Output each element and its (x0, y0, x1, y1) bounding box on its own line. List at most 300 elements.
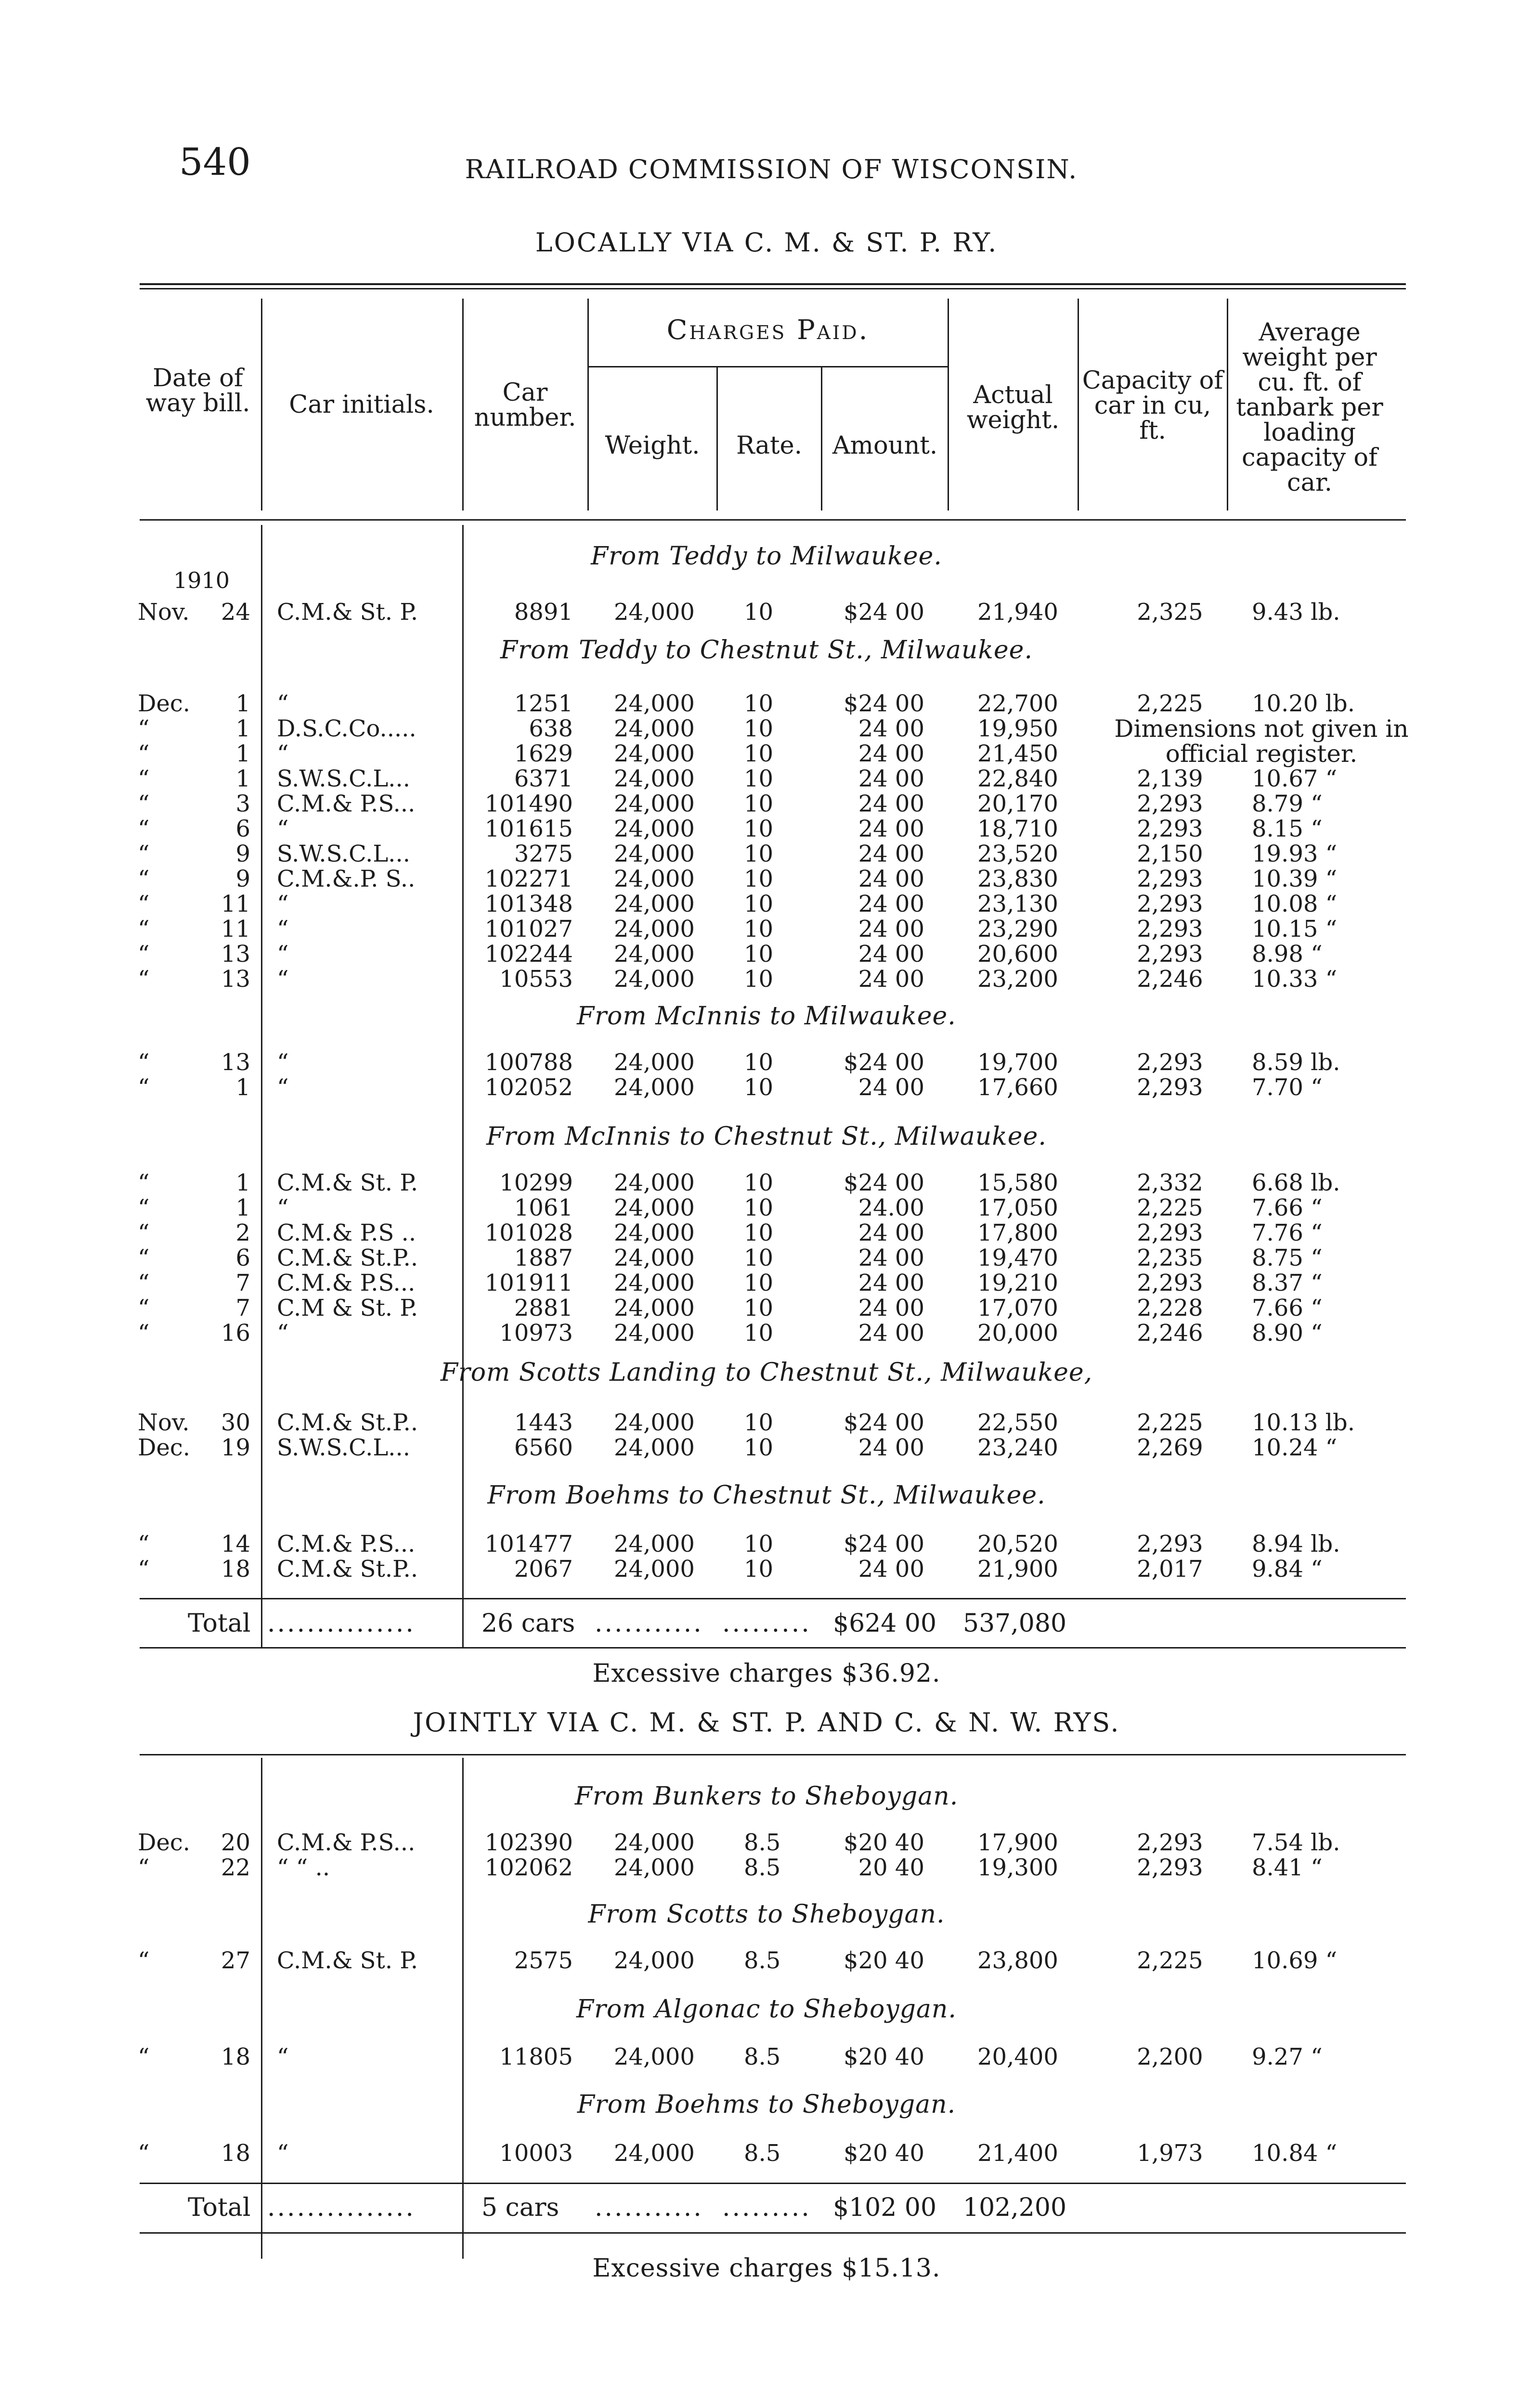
table-row (0, 1050, 1533, 1075)
cell-capacity: 2,017 (1137, 1556, 1203, 1583)
cell-date-day: 18 (221, 1556, 250, 1583)
total1-top-rule (140, 1598, 1406, 1599)
cell-weight: 24,000 (614, 1194, 695, 1221)
route-subhead: From Boehms to Sheboygan. (577, 2090, 956, 2119)
cell-average-weight: 9.43 lb. (1252, 599, 1340, 626)
cell-actual-weight: 23,830 (977, 865, 1058, 892)
cell-car-initials: S.W.S.C.L... (277, 1434, 410, 1461)
cell-rate: 10 (744, 1269, 774, 1296)
cell-date-month: “ (138, 1244, 150, 1271)
cell-average-weight: 8.41 “ (1252, 1854, 1323, 1881)
cell-weight: 24,000 (614, 740, 695, 767)
cell-date-month: “ (138, 740, 150, 767)
cell-date-month: “ (138, 1219, 150, 1246)
route-subhead: From Scotts Landing to Chestnut St., Milwaukee, (440, 1358, 1093, 1387)
cell-capacity: 2,293 (1137, 1269, 1203, 1296)
cell-amount: 24 00 (858, 1244, 924, 1271)
header-bottom-rule (140, 519, 1406, 521)
section2-excess: Excessive charges $15.13. (592, 2254, 941, 2283)
cell-car-number: 8891 (514, 599, 573, 626)
cell-capacity: 2,293 (1137, 1049, 1203, 1076)
cell-car-number: 2067 (514, 1556, 573, 1583)
total2-top-rule (140, 2183, 1406, 2184)
cell-date-month: “ (138, 2043, 150, 2070)
section1-title: LOCALLY VIA C. M. & ST. P. RY. (535, 227, 998, 258)
cell-actual-weight: 22,550 (977, 1409, 1058, 1436)
cell-car-number: 102244 (484, 941, 573, 968)
cell-average-weight: 9.84 “ (1252, 1556, 1323, 1583)
cell-capacity: 2,293 (1137, 1531, 1203, 1557)
year: 1910 (173, 567, 230, 593)
cell-actual-weight: 19,210 (977, 1269, 1058, 1296)
cell-average-weight: 10.84 “ (1252, 2140, 1338, 2167)
cell-car-initials: “ (277, 690, 289, 717)
cell-date-day: 1 (235, 715, 250, 742)
cell-date-day: 7 (235, 1295, 250, 1322)
cell-amount: $24 00 (844, 599, 924, 626)
cell-car-initials: “ (277, 740, 289, 767)
cell-amount: 24 00 (858, 715, 924, 742)
cell-car-number: 101027 (484, 916, 573, 942)
table-row (0, 1948, 1533, 1973)
cell-average-weight: 7.66 “ (1252, 1295, 1323, 1322)
cell-weight: 24,000 (614, 941, 695, 968)
cell-amount: $20 40 (844, 2043, 924, 2070)
cell-actual-weight: 23,800 (977, 1947, 1058, 1974)
cell-weight: 24,000 (614, 765, 695, 792)
total2-label: Total (188, 2193, 251, 2222)
cell-date-month: “ (138, 815, 150, 842)
cell-date-month: “ (138, 1049, 150, 1076)
total2-actual: 102,200 (963, 2193, 1067, 2222)
table-row (0, 1075, 1533, 1100)
cell-amount: $20 40 (844, 1947, 924, 1974)
table-row (0, 816, 1533, 841)
route-subhead: From Bunkers to Sheboygan. (574, 1782, 959, 1811)
cell-weight: 24,000 (614, 1556, 695, 1583)
cell-capacity: 2,293 (1137, 890, 1203, 917)
cell-actual-weight: 19,300 (977, 1854, 1058, 1881)
cell-car-number: 638 (529, 715, 573, 742)
cell-weight: 24,000 (614, 1219, 695, 1246)
cell-car-number: 101477 (484, 1531, 573, 1557)
cell-car-initials: C.M.& St. P. (277, 1947, 418, 1974)
route-subhead: From Teddy to Chestnut St., Milwaukee. (500, 636, 1033, 665)
cell-average-weight: 10.13 lb. (1252, 1409, 1355, 1436)
total1-actual: 537,080 (963, 1609, 1067, 1638)
cell-amount: $20 40 (844, 1829, 924, 1856)
cell-car-initials: C.M.& St.P.. (277, 1409, 418, 1436)
cell-amount: $24 00 (844, 1409, 924, 1436)
table-row (0, 716, 1533, 741)
cell-amount: $20 40 (844, 2140, 924, 2167)
route-subhead: From Boehms to Chestnut St., Milwaukee. (487, 1481, 1046, 1510)
cell-date-day: 2 (235, 1219, 250, 1246)
cell-date-month: “ (138, 1295, 150, 1322)
hdr-actual-weight: Actual weight. (966, 381, 1060, 434)
cell-actual-weight: 21,940 (977, 599, 1058, 626)
cell-date-month: Dec. (138, 690, 191, 717)
cell-rate: 10 (744, 715, 774, 742)
cell-average-weight: 8.37 “ (1252, 1269, 1323, 1296)
cell-weight: 24,000 (614, 2043, 695, 2070)
cell-amount: 20 40 (858, 1854, 924, 1881)
cell-car-initials: C.M.& St. P. (277, 599, 418, 626)
cell-car-initials: C.M.& St.P.. (277, 1556, 418, 1583)
cell-car-initials: C.M.& St. P. (277, 1169, 418, 1196)
cell-average-weight: 7.70 “ (1252, 1074, 1323, 1101)
cell-actual-weight: 20,170 (977, 790, 1058, 817)
cell-date-day: 1 (235, 690, 250, 717)
cell-capacity: 2,293 (1137, 815, 1203, 842)
cell-car-number: 101911 (484, 1269, 573, 1296)
cell-date-month: “ (138, 1531, 150, 1557)
cell-car-number: 1251 (514, 690, 573, 717)
cell-average-weight: 7.54 lb. (1252, 1829, 1340, 1856)
cell-date-day: 11 (221, 890, 250, 917)
cell-weight: 24,000 (614, 715, 695, 742)
cell-weight: 24,000 (614, 865, 695, 892)
cell-weight: 24,000 (614, 966, 695, 993)
cell-average-weight: 10.69 “ (1252, 1947, 1338, 1974)
table-row (0, 2044, 1533, 2069)
cell-date-month: Dec. (138, 1829, 191, 1856)
cell-date-day: 1 (235, 1194, 250, 1221)
cell-amount: $24 00 (844, 690, 924, 717)
total1-cars: 26 cars (481, 1609, 575, 1638)
table-row (0, 1220, 1533, 1245)
cell-date-month: “ (138, 1320, 150, 1347)
cell-capacity: 2,332 (1137, 1169, 1203, 1196)
cell-actual-weight: 20,000 (977, 1320, 1058, 1347)
total2-cars: 5 cars (481, 2193, 559, 2222)
table-row (0, 791, 1533, 816)
section1-total-row (0, 1611, 1533, 1636)
cell-actual-weight: 20,400 (977, 2043, 1058, 2070)
hdr-charges-paid: Charges Paid. (666, 314, 870, 346)
cell-car-number: 2881 (514, 1295, 573, 1322)
cell-date-day: 30 (221, 1409, 250, 1436)
cell-date-day: 9 (235, 865, 250, 892)
cell-rate: 10 (744, 1409, 774, 1436)
cell-weight: 24,000 (614, 815, 695, 842)
hdr-weight: Weight. (605, 432, 700, 460)
cell-rate: 10 (744, 1320, 774, 1347)
cell-car-initials: “ “ .. (277, 1854, 330, 1881)
cell-date-month: Dec. (138, 1434, 191, 1461)
cell-car-number: 101615 (484, 815, 573, 842)
hdr-date: Date of way bill. (145, 364, 250, 418)
cell-car-initials: “ (277, 815, 289, 842)
cell-actual-weight: 17,900 (977, 1829, 1058, 1856)
cell-average-weight: 9.27 “ (1252, 2043, 1323, 2070)
running-head: RAILROAD COMMISSION OF WISCONSIN. (465, 154, 1078, 184)
cell-weight: 24,000 (614, 1409, 695, 1436)
route-subhead: From Teddy to Milwaukee. (591, 542, 942, 571)
cell-car-number: 11805 (499, 2043, 573, 2070)
hdr-rate: Rate. (736, 432, 802, 460)
cell-car-number: 101028 (484, 1219, 573, 1246)
cell-average-weight: 8.79 “ (1252, 790, 1323, 817)
cell-date-month: “ (138, 1854, 150, 1881)
cell-average-weight: 10.08 “ (1252, 890, 1338, 917)
hdr-car-initials: Car initials. (289, 391, 434, 419)
cell-capacity: 2,228 (1137, 1295, 1203, 1322)
table-row (0, 1531, 1533, 1557)
cell-date-month: “ (138, 865, 150, 892)
cell-date-month: Nov. (138, 1409, 190, 1436)
table-row (0, 866, 1533, 891)
cell-car-number: 1443 (514, 1409, 573, 1436)
cell-capacity: 2,293 (1137, 865, 1203, 892)
total1-dots-3: ......... (722, 1609, 811, 1638)
cell-actual-weight: 17,070 (977, 1295, 1058, 1322)
cell-weight: 24,000 (614, 1269, 695, 1296)
cell-car-number: 102390 (484, 1829, 573, 1856)
cell-average-weight: 8.98 “ (1252, 941, 1323, 968)
total1-dots-2: ........... (595, 1609, 703, 1638)
cell-actual-weight: 20,600 (977, 941, 1058, 968)
cell-car-number: 100788 (484, 1049, 573, 1076)
cell-actual-weight: 21,900 (977, 1556, 1058, 1583)
cell-actual-weight: 15,580 (977, 1169, 1058, 1196)
cell-date-month: Nov. (138, 599, 190, 626)
cell-date-day: 13 (221, 966, 250, 993)
cell-date-day: 1 (235, 1074, 250, 1101)
cell-rate: 10 (744, 840, 774, 867)
cell-date-month: “ (138, 890, 150, 917)
table-row (0, 967, 1533, 992)
cell-car-number: 10553 (499, 966, 573, 993)
cell-car-number: 101348 (484, 890, 573, 917)
cell-actual-weight: 20,520 (977, 1531, 1058, 1557)
cell-date-month: “ (138, 715, 150, 742)
cell-amount: 24 00 (858, 916, 924, 942)
cell-date-month: “ (138, 790, 150, 817)
table-row (0, 1195, 1533, 1220)
table-row (0, 841, 1533, 866)
table-row (0, 1410, 1533, 1435)
cell-capacity: 2,269 (1137, 1434, 1203, 1461)
cell-capacity: 2,150 (1137, 840, 1203, 867)
cell-capacity: 2,200 (1137, 2043, 1203, 2070)
section2-title: JOINTLY VIA C. M. & ST. P. AND C. & N. W. RYS. (413, 1707, 1120, 1738)
cell-car-initials: C.M.& St.P.. (277, 1244, 418, 1271)
table-row (0, 1830, 1533, 1855)
cell-car-initials: C.M.& P.S .. (277, 1219, 416, 1246)
cell-actual-weight: 17,050 (977, 1194, 1058, 1221)
cell-weight: 24,000 (614, 1320, 695, 1347)
cell-amount: $24 00 (844, 1531, 924, 1557)
total1-label: Total (188, 1609, 251, 1638)
total2-dots-3: ......... (722, 2193, 811, 2222)
cell-car-initials: D.S.C.Co..... (277, 715, 416, 742)
cell-actual-weight: 23,240 (977, 1434, 1058, 1461)
table-row (0, 2141, 1533, 2166)
cell-rate: 10 (744, 966, 774, 993)
cell-rate: 8.5 (744, 2140, 781, 2167)
cell-actual-weight: 22,700 (977, 690, 1058, 717)
table2-top-rule (140, 1754, 1406, 1755)
cell-car-number: 10299 (499, 1169, 573, 1196)
cell-rate: 8.5 (744, 1947, 781, 1974)
total1-dots: ............... (267, 1609, 416, 1638)
cell-rate: 10 (744, 1556, 774, 1583)
cell-date-day: 19 (221, 1434, 250, 1461)
cell-capacity: 2,293 (1137, 916, 1203, 942)
cell-weight: 24,000 (614, 599, 695, 626)
cell-average-weight: 8.59 lb. (1252, 1049, 1340, 1076)
cell-car-number: 3275 (514, 840, 573, 867)
cell-rate: 10 (744, 765, 774, 792)
cell-car-number: 102052 (484, 1074, 573, 1101)
cell-amount: 24 00 (858, 1295, 924, 1322)
cell-date-day: 1 (235, 765, 250, 792)
table-row (0, 1557, 1533, 1582)
cell-date-day: 27 (221, 1947, 250, 1974)
cell-capacity: 2,293 (1137, 1219, 1203, 1246)
table-row (0, 1855, 1533, 1880)
cell-weight: 24,000 (614, 1947, 695, 1974)
cell-amount: 24 00 (858, 815, 924, 842)
cell-date-day: 18 (221, 2043, 250, 2070)
cell-date-month: “ (138, 1194, 150, 1221)
cell-rate: 10 (744, 1049, 774, 1076)
hdr-car-number: Car number. (474, 379, 576, 432)
cell-weight: 24,000 (614, 790, 695, 817)
cell-rate: 10 (744, 1244, 774, 1271)
cell-car-number: 1061 (514, 1194, 573, 1221)
cell-car-number: 102062 (484, 1854, 573, 1881)
cell-actual-weight: 21,450 (977, 740, 1058, 767)
cell-car-initials: “ (277, 966, 289, 993)
cell-amount: 24 00 (858, 1320, 924, 1347)
cell-average-weight: 8.75 “ (1252, 1244, 1323, 1271)
charges-paid-rule (588, 366, 948, 367)
cell-car-number: 1629 (514, 740, 573, 767)
cell-amount: 24 00 (858, 1434, 924, 1461)
table1-top-rule-2 (140, 288, 1406, 289)
section2-total-row (0, 2195, 1533, 2220)
cell-date-day: 1 (235, 1169, 250, 1196)
cell-date-day: 22 (221, 1854, 250, 1881)
cell-capacity: 2,225 (1137, 1947, 1203, 1974)
cell-date-month: “ (138, 1947, 150, 1974)
cell-car-initials: “ (277, 890, 289, 917)
cell-weight: 24,000 (614, 1829, 695, 1856)
cell-amount: 24 00 (858, 941, 924, 968)
cell-car-initials: “ (277, 916, 289, 942)
cell-weight: 24,000 (614, 1244, 695, 1271)
cell-car-initials: C.M.&.P. S.. (277, 865, 416, 892)
cell-capacity: 2,293 (1137, 1829, 1203, 1856)
hdr-average: Average weight per cu. ft. of tanbark per loading capacity of car. (1236, 318, 1383, 497)
cell-date-day: 13 (221, 941, 250, 968)
cell-average-weight: 10.39 “ (1252, 865, 1338, 892)
cell-average-weight: 10.67 “ (1252, 765, 1338, 792)
cell-weight: 24,000 (614, 1169, 695, 1196)
cell-rate: 8.5 (744, 1829, 781, 1856)
cell-date-day: 16 (221, 1320, 250, 1347)
route-subhead: From Scotts to Sheboygan. (588, 1900, 945, 1929)
cell-date-day: 14 (221, 1531, 250, 1557)
table-row (0, 1296, 1533, 1321)
hdr-amount: Amount. (832, 432, 938, 460)
cell-car-initials: “ (277, 1049, 289, 1076)
cell-actual-weight: 23,520 (977, 840, 1058, 867)
cell-date-day: 1 (235, 740, 250, 767)
cell-rate: 10 (744, 890, 774, 917)
cell-weight: 24,000 (614, 1049, 695, 1076)
cell-average-weight: 7.76 “ (1252, 1219, 1323, 1246)
cell-average-weight: 8.94 lb. (1252, 1531, 1340, 1557)
cell-rate: 10 (744, 740, 774, 767)
cell-rate: 8.5 (744, 1854, 781, 1881)
cell-amount: 24 00 (858, 740, 924, 767)
cell-average-weight: 6.68 lb. (1252, 1169, 1340, 1196)
dimensions-note: Dimensions not given in official register. (1114, 715, 1409, 768)
cell-car-number: 10973 (499, 1320, 573, 1347)
cell-rate: 10 (744, 790, 774, 817)
cell-average-weight: 10.15 “ (1252, 916, 1338, 942)
total1-amount: $624 00 (833, 1609, 937, 1638)
cell-average-weight: 8.90 “ (1252, 1320, 1323, 1347)
cell-car-initials: “ (277, 1194, 289, 1221)
cell-capacity: 2,235 (1137, 1244, 1203, 1271)
cell-car-number: 2575 (514, 1947, 573, 1974)
route-subhead: From Algonac to Sheboygan. (576, 1995, 957, 2024)
cell-capacity: 2,293 (1137, 1854, 1203, 1881)
table-row (0, 1321, 1533, 1346)
cell-amount: 24 00 (858, 1269, 924, 1296)
cell-capacity: 2,225 (1137, 1194, 1203, 1221)
hdr-div-8 (1227, 299, 1228, 510)
cell-date-day: 18 (221, 2140, 250, 2167)
table-row (0, 891, 1533, 916)
cell-car-number: 1887 (514, 1244, 573, 1271)
cell-car-initials: C.M.& P.S... (277, 1531, 416, 1557)
total1-bottom-rule (140, 1647, 1406, 1649)
cell-date-day: 13 (221, 1049, 250, 1076)
cell-capacity: 2,139 (1137, 765, 1203, 792)
cell-car-initials: C.M & St. P. (277, 1295, 418, 1322)
cell-amount: 24.00 (858, 1194, 924, 1221)
cell-car-initials: “ (277, 941, 289, 968)
cell-date-day: 7 (235, 1269, 250, 1296)
cell-date-month: “ (138, 916, 150, 942)
cell-amount: 24 00 (858, 1556, 924, 1583)
cell-date-month: “ (138, 2140, 150, 2167)
table-row (0, 766, 1533, 791)
cell-actual-weight: 23,200 (977, 966, 1058, 993)
cell-average-weight: 10.33 “ (1252, 966, 1338, 993)
cell-average-weight: 10.20 lb. (1252, 690, 1355, 717)
cell-amount: 24 00 (858, 790, 924, 817)
cell-capacity: 2,246 (1137, 966, 1203, 993)
cell-date-day: 6 (235, 815, 250, 842)
cell-car-initials: C.M.& P.S... (277, 1829, 416, 1856)
cell-rate: 10 (744, 1295, 774, 1322)
page-number: 540 (179, 141, 251, 184)
table1-top-rule (140, 283, 1406, 285)
cell-date-month: “ (138, 1169, 150, 1196)
cell-rate: 10 (744, 941, 774, 968)
cell-amount: $24 00 (844, 1169, 924, 1196)
cell-date-month: “ (138, 840, 150, 867)
table-row (0, 942, 1533, 967)
cell-weight: 24,000 (614, 690, 695, 717)
cell-rate: 10 (744, 916, 774, 942)
